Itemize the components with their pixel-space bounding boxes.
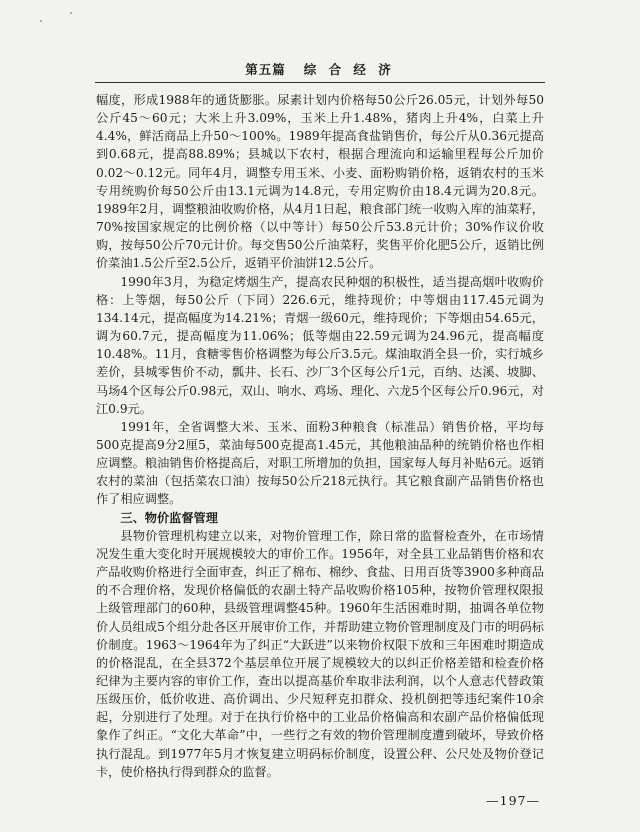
paragraph: 1990年3月，为稳定烤烟生产，提高农民种烟的积极性，适当提高烟叶收购价格：上等烟，每50公斤（下同）226.6元，维持现价；中等烟由117.45元调为134.14元，提高幅度为14.21%；青烟一级60元，维持现价；下等烟由54.65元，调为60.7元，提高幅度为11.06%；低等烟由22.59元调为24.96元，提高幅度10.48%。11月，食糖零售价格调整为每公斤3.5元。煤油取消全县一价，实行城乡差价，县城零售价不动，瓢井、长石、沙厂3个区每公斤1元，百纳、达溪、坡脚、马场4个区每公斤0.98元，双山、响水、鸡场、理化、六龙5个区每公斤0.96元，对江0.9元。 [96, 274, 544, 416]
header-rule [95, 82, 545, 83]
paragraph: 1991年，全省调整大米、玉米、面粉3种粮食（标准品）销售价格，平均每500克提高9分2厘5，菜油每500克提高1.45元，其他粮油品种的统销价格也作相应调整。粮油销售价格提高后，对职工所增加的负担，国家每人每月补贴6元。返销农村的菜油（包括菜农口油）按每50公斤218元执行。其它粮食副产品销售价格也作了相应调整。 [96, 419, 544, 507]
scan-speck [70, 12, 72, 14]
running-header [95, 60, 545, 78]
section-heading: 三、物价监督管理 [120, 510, 218, 525]
chapter-title: 综 合 经 济 [303, 62, 395, 77]
body-text [96, 91, 544, 781]
chapter-label: 第五篇 [245, 62, 286, 77]
scan-speck [40, 20, 42, 22]
page-number: —197— [486, 793, 540, 808]
paragraph: 幅度，形成1988年的通货膨胀。尿素计划内价格每50公斤26.05元，计划外每50公斤45～60元；大米上升3.09%，玉米上升1.48%，猪肉上升4%，白菜上升4.4%，鲜活商品上升50～100%。1989年提高食盐销售价，每公斤从0.36元提高到0.68元，提高88.89%；县城以下农村，根据合理流向和运输里程每公斤加价0.02～0.12元。同年4月，调整专用玉米、小麦、面粉购销价格，返销农村的玉米专用统购价每50公斤由13.1元调为14.8元，专用定购价由18.4元调为20.8元。1989年2月，调整粮油收购价格，从4月1日起，粮食部门统一收购入库的油菜籽，70%按国家规定的比例价格（以中等计）每50公斤53.8元计价；30%作议价收购，按每50公斤70元计价。每交售50公斤油菜籽，奖售平价化肥5公斤，返销比例价菜油1.5公斤至2.5公斤，返销平价油饼12.5公斤。 [96, 93, 544, 271]
paragraph: 县物价管理机构建立以来，对物价管理工作，除日常的监督检查外，在市场情况发生重大变化时开展规模较大的审价工作。1956年，对全县工业品销售价格和农产品收购价格进行全面审查，纠正了棉布、棉纱、食盐、日用百货等3900多种商品的不合理价格，发现价格偏低的农副土特产品收购价格105种，按物价管理权限报上级管理部门的60种，县级管理调整45种。1960年生活困难时期，抽调各单位物价人员组成5个组分赴各区开展审价工作，并帮助建立物价管理制度及门市的明码标价制度。1963～1964年为了纠正“大跃进”以来物价权限下放和三年困难时期造成的价格混乱，在全县372个基层单位开展了规模较大的以纠正价格差错和检查价格纪律为主要内容的审价工作，查出以提高基价牟取非法利润，以个人意志代替政策压级压价，低价收进、高价调出、少尺短秤克扣群众、投机倒把等违纪案件10余起，分别进行了处理。对于在执行价格中的工业品价格偏高和农副产品价格偏低现象作了纠正。“文化大革命”中，一些行之有效的物价管理制度遭到破坏，导致价格执行混乱。到1977年5月才恢复建立明码标价制度，设置公秤、公尺处及物价登记卡，使价格执行得到群众的监督。 [96, 528, 544, 779]
